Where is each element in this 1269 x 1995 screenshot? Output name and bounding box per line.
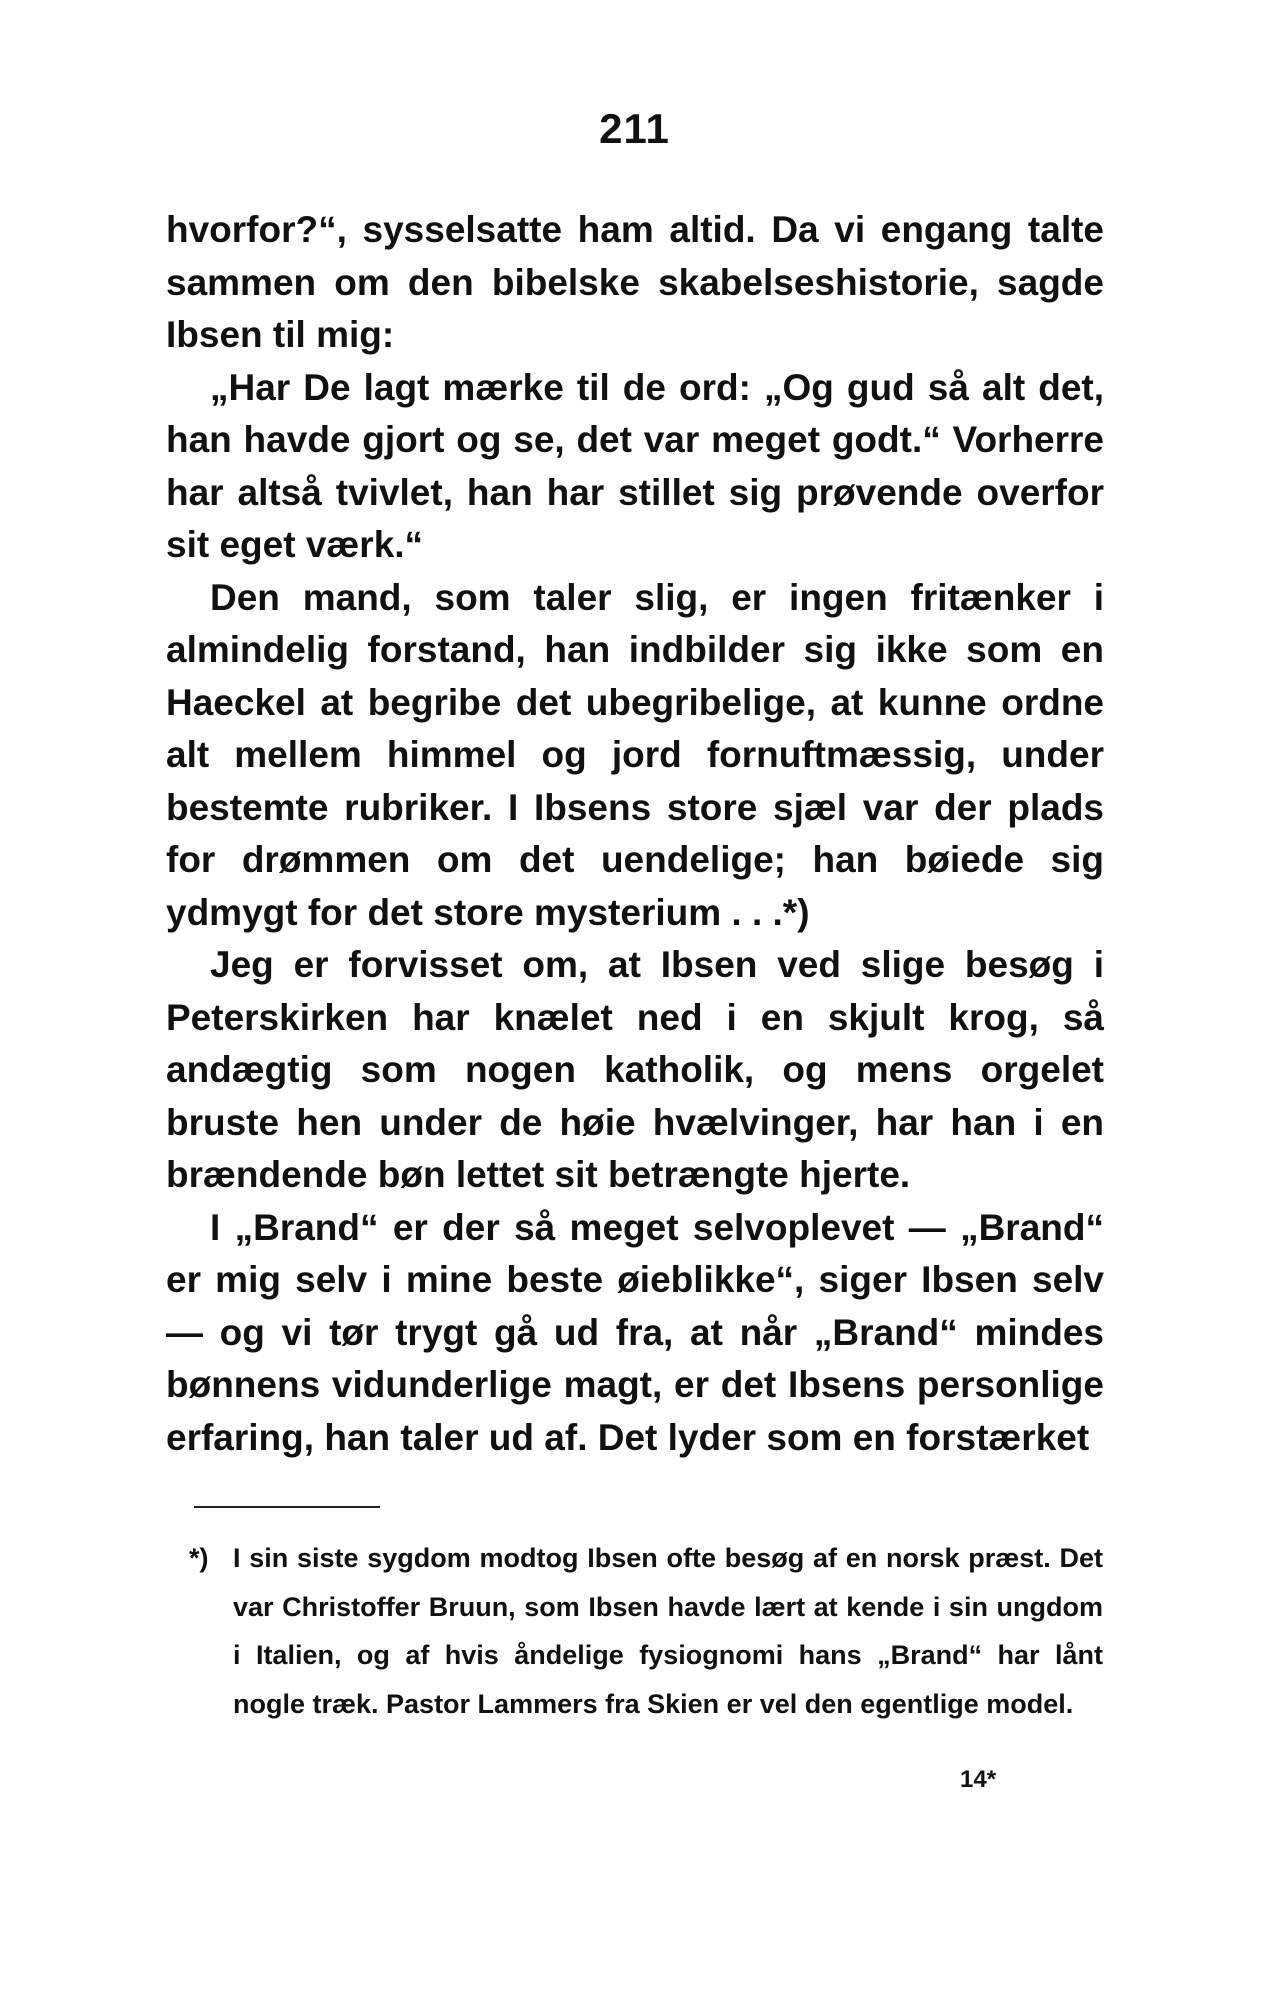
signature-mark: 14* [960, 1766, 997, 1793]
paragraph: hvorfor?“, sysselsatte ham altid. Da vi engang talte sammen om den bibelske skabelseshistorie, sagde Ibsen til mig: [166, 209, 1104, 355]
footnote-text: I sin siste sygdom modtog Ibsen ofte besøg af en norsk præst. Det var Christoffer Bruun, som Ibsen havde lært at kende i sin ungdom i Italien, og af hvis åndelige fysiognomi hans „Brand“ har lånt nogle træk. Pastor Lammers fra Skien er vel den egentlige model. [233, 1543, 1103, 1719]
footnote-marker: *) [189, 1543, 209, 1573]
paragraph: Jeg er forvisset om, at Ibsen ved slige besøg i Peterskirken har knælet ned i en skjult krog, så andægtig som nogen katholik, og mens orgelet bruste hen under de høie hvælvinger, har han i en brændende bøn lettet sit betrængte hjerte. [166, 944, 1104, 1195]
footnote-rule [194, 1506, 380, 1508]
body-text [166, 204, 1104, 1464]
paragraph: I „Brand“ er der så meget selvoplevet — „Brand“ er mig selv i mine beste øieblikke“, siger Ibsen selv — og vi tør trygt gå ud fra, at når „Brand“ mindes bønnens vidunderlige magt, er det Ibsens personlige erfaring, han taler ud af. Det lyder som en forstærket [166, 1206, 1104, 1458]
paragraph: Den mand, som taler slig, er ingen fritænker i almindelig forstand, han indbilder sig ikke som en Haeckel at begribe det ubegribelige, at kunne ordne alt mellem himmel og jord fornuftmæssig, under bestemte rubriker. I Ibsens store sjæl var der plads for drømmen om det uendelige; han bøiede sig ydmygt for det store mysterium . . .*) [166, 576, 1104, 933]
paragraph: „Har De lagt mærke til de ord: „Og gud så alt det, han havde gjort og se, det var meget godt.“ Vorherre har altså tvivlet, han har stillet sig prøvende overfor sit eget værk.“ [166, 366, 1104, 565]
footnote [189, 1534, 1103, 1728]
page-number: 211 [599, 105, 670, 152]
